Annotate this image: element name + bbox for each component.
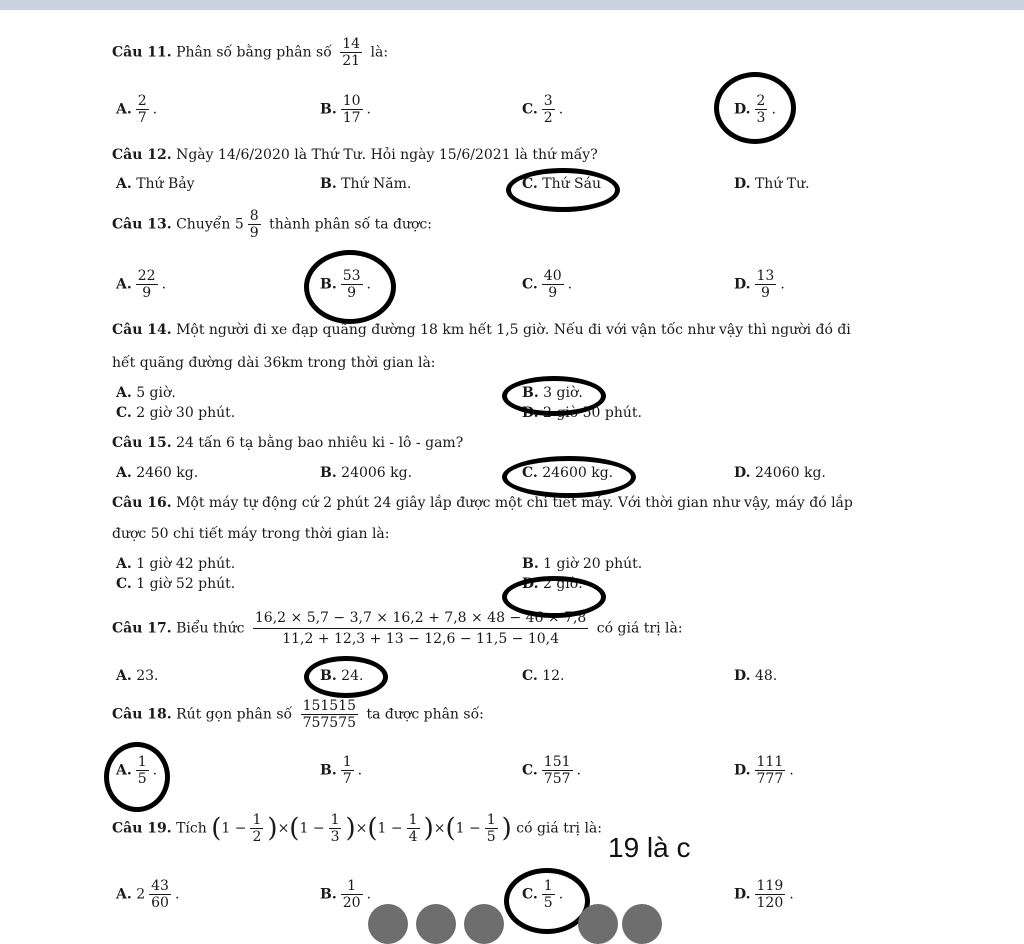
question-12: Câu 12. Ngày 14/6/2020 là Thứ Tư. Hỏi ngày 15/6/2021 là thứ mấy?: [112, 147, 598, 163]
q17-option-d[interactable]: D. 48.: [734, 668, 778, 684]
answer-circle-q17: [304, 656, 388, 698]
q14-option-c[interactable]: C. 2 giờ 30 phút.: [116, 405, 236, 421]
q15-option-a[interactable]: A. 2460 kg.: [116, 465, 199, 481]
q11-option-b[interactable]: B. $\frac{10}{17}$ .: [320, 93, 371, 126]
question-16: Câu 16. Một máy tự động cứ 2 phút 24 giây lắp được một chi tiết máy. Với thời gian như vậy, máy đó lắp: [112, 495, 853, 511]
q19-option-b[interactable]: B. $\frac{1}{20}$ .: [320, 878, 371, 911]
q13-option-a[interactable]: A. $\frac{22}{9}$ .: [116, 268, 167, 301]
q15-option-c[interactable]: C. 24600 kg.: [522, 465, 614, 481]
q12-option-c[interactable]: C. Thứ Sáu: [522, 176, 602, 192]
q17-option-b[interactable]: B. 24.: [320, 668, 364, 684]
overlay-circle: [578, 904, 618, 944]
question-16-line-2: được 50 chi tiết máy trong thời gian là:: [112, 526, 390, 542]
q16-option-c[interactable]: C. 1 giờ 52 phút.: [116, 576, 236, 592]
question-11: Câu 11. Phân số bằng phân số $\frac{14}{21}$ là:: [112, 36, 389, 69]
overlay-toolbar-fragment: [368, 900, 668, 930]
q18-option-a[interactable]: A. $\frac{1}{5}$ .: [116, 754, 158, 787]
q19-option-d[interactable]: D. $\frac{119}{120}$ .: [734, 878, 794, 911]
q12-option-a[interactable]: A. Thứ Bảy: [116, 176, 195, 192]
window-top-bar: [0, 0, 1024, 10]
overlay-circle: [464, 904, 504, 944]
q12-option-b[interactable]: B. Thứ Năm.: [320, 176, 412, 192]
answer-circle-q16: [502, 576, 606, 618]
overlay-circle: [622, 904, 662, 944]
question-13: Câu 13. Chuyển 5 $\frac{8}{9}$ thành phân số ta được:: [112, 208, 432, 241]
q16-option-b[interactable]: B. 1 giờ 20 phút.: [522, 556, 643, 572]
q13-option-c[interactable]: C. $\frac{40}{9}$ .: [522, 268, 573, 301]
answer-circle-q11: [714, 72, 796, 144]
handwritten-note: 19 là c: [608, 832, 691, 863]
q16-option-a[interactable]: A. 1 giờ 42 phút.: [116, 556, 236, 572]
q13-option-b[interactable]: B. $\frac{53}{9}$ .: [320, 268, 371, 301]
q11-option-c[interactable]: C. $\frac{3}{2}$ .: [522, 93, 564, 126]
q16-option-d[interactable]: D. 2 giờ.: [522, 576, 583, 592]
answer-circle-q14: [502, 376, 606, 416]
overlay-circle: [368, 904, 408, 944]
q11-option-d[interactable]: D. $\frac{2}{3}$ .: [734, 93, 776, 126]
question-14: Câu 14. Một người đi xe đạp quãng đường 18 km hết 1,5 giờ. Nếu đi với vận tốc như vậy thì người đó đi: [112, 322, 851, 338]
q11-option-a[interactable]: A. $\frac{2}{7}$ .: [116, 93, 158, 126]
q19-option-c[interactable]: C. $\frac{1}{5}$ .: [522, 878, 564, 911]
q14-option-a[interactable]: A. 5 giờ.: [116, 385, 176, 401]
question-15: Câu 15. 24 tấn 6 tạ bằng bao nhiêu ki - lô - gam?: [112, 435, 464, 451]
q14-option-b[interactable]: B. 3 giờ.: [522, 385, 583, 401]
q12-option-d[interactable]: D. Thứ Tư.: [734, 176, 810, 192]
question-14-line-2: hết quãng đường dài 36km trong thời gian là:: [112, 355, 436, 371]
expression-fraction: $\frac{16,2 \times 5,7 - 3,7 \times 16,2 + 7,8 \times 48 - 46 \times 7,8}{11,2 + 12,3 + 13 - 12,6 - 11,5 - 10,4}$: [254, 610, 587, 647]
answer-circle-q12: [506, 168, 620, 212]
q14-option-d[interactable]: D. 2 giờ 50 phút.: [522, 405, 642, 421]
answer-circle-q18: [104, 742, 170, 812]
worksheet: [0, 10, 1024, 930]
fraction: $\frac{14}{21}$: [342, 36, 361, 69]
q17-option-c[interactable]: C. 12.: [522, 668, 565, 684]
answer-circle-q15: [502, 456, 636, 498]
q18-option-c[interactable]: C. $\frac{151}{757}$ .: [522, 754, 581, 787]
q19-option-a[interactable]: A. 2 $\frac{43}{60}$ .: [116, 878, 180, 911]
q18-option-b[interactable]: B. $\frac{1}{7}$ .: [320, 754, 363, 787]
q15-option-d[interactable]: D. 24060 kg.: [734, 465, 826, 481]
q18-option-d[interactable]: D. $\frac{111}{777}$ .: [734, 754, 794, 787]
q15-option-b[interactable]: B. 24006 kg.: [320, 465, 413, 481]
question-18: Câu 18. Rút gọn phân số $\frac{151515}{757575}$ ta được phân số:: [112, 698, 484, 731]
question-19: Câu 19. Tích (1 − $\frac{1}{2}$ )×(1 − $\frac{1}{3}$ )×(1 − $\frac{1}{4}$ )×(1 − $\frac{1}{5}$ ) có giá trị là:: [112, 812, 602, 845]
overlay-circle: [416, 904, 456, 944]
q13-option-d[interactable]: D. $\frac{13}{9}$ .: [734, 268, 785, 301]
q17-option-a[interactable]: A. 23.: [116, 668, 159, 684]
question-17: Câu 17. Biểu thức $\frac{16,2 \times 5,7 - 3,7 \times 16,2 + 7,8 \times 48 - 46 \times 7,8}{11,2 + 12,3 + 13 - 12,6 - 11,5 - 10,4}$ có giá trị là:: [112, 610, 683, 647]
answer-circle-q13: [304, 250, 396, 324]
